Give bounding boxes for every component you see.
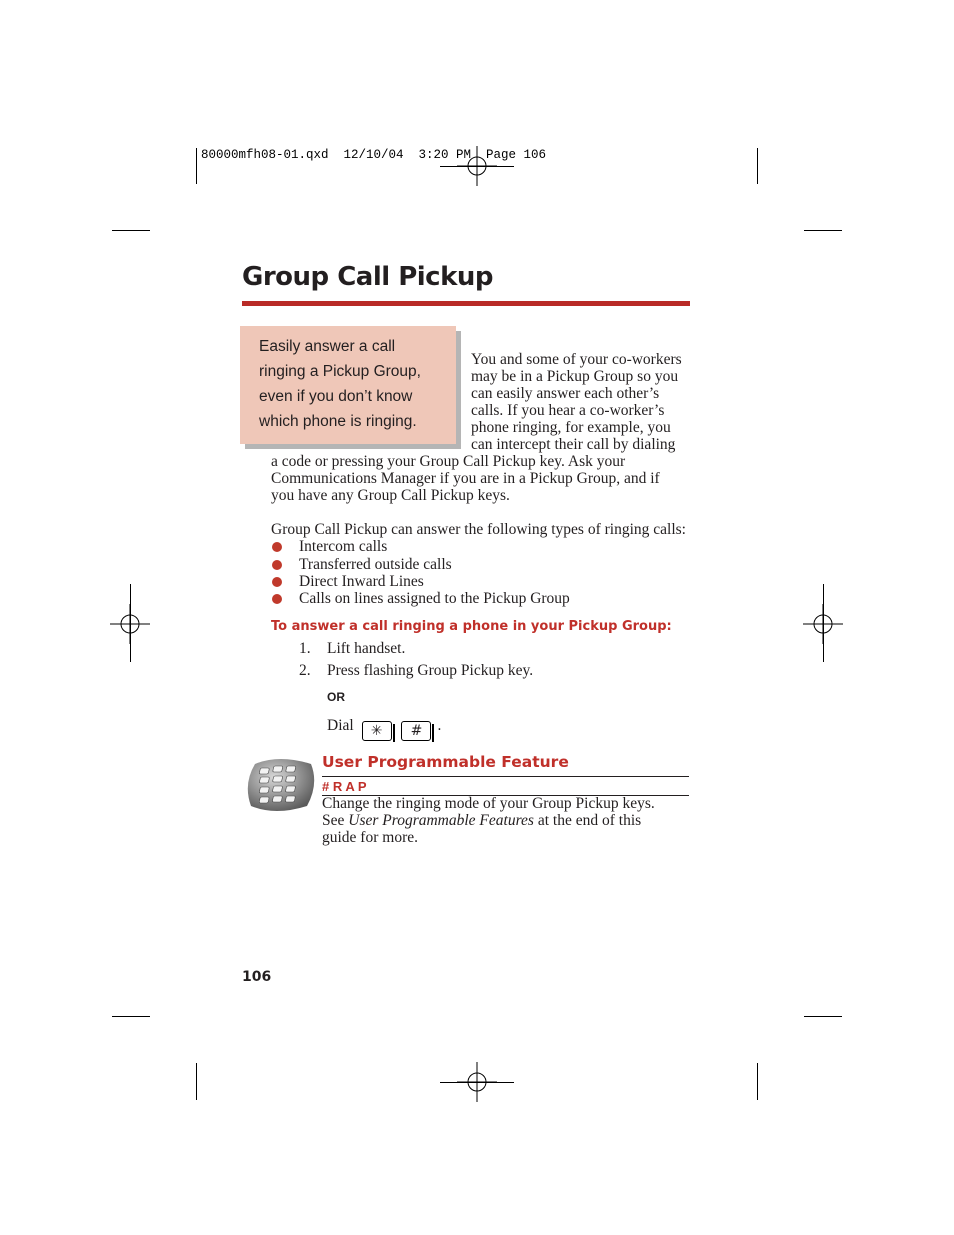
title-rule (242, 301, 690, 306)
step-text: Press flashing Group Pickup key. (327, 662, 534, 679)
dial-instruction (327, 717, 441, 741)
callout-line: Easily answer a call (259, 338, 396, 355)
upf-desc-line: guide for more. (322, 829, 418, 846)
upf-desc-italic: User Programmable Features (348, 812, 534, 829)
upf-heading: User Programmable Feature (322, 753, 569, 771)
bullet-dot (272, 577, 282, 587)
callout-line: which phone is ringing. (259, 413, 417, 430)
intro-line: a code or pressing your Group Call Pickup key. Ask your (271, 453, 626, 470)
bullet-dot (272, 594, 282, 604)
crop-mark (757, 148, 758, 184)
bullet-dot (272, 560, 282, 570)
dial-end: . (437, 717, 442, 734)
keypad-icon (245, 756, 317, 814)
upf-rule-top (322, 776, 689, 777)
bullet-item: Intercom calls (299, 538, 388, 555)
bullet-item: Direct Inward Lines (299, 573, 424, 590)
procedure-heading: To answer a call ringing a phone in your Pickup Group: (271, 619, 672, 634)
intro-line: calls. If you hear a co-worker’s (471, 402, 665, 419)
crop-mark (823, 584, 824, 662)
intro-line: can intercept their call by dialing (471, 436, 676, 453)
intro-line: can easily answer each other’s (471, 385, 660, 402)
callout-line: even if you don’t know (259, 388, 413, 405)
intro-line: phone ringing, for example, you (471, 419, 671, 436)
crop-mark (757, 1063, 758, 1100)
crop-mark (112, 230, 150, 231)
upf-code: # R A P (322, 779, 367, 794)
intro-line: may be in a Pickup Group so you (471, 368, 679, 385)
types-intro: Group Call Pickup can answer the following types of ringing calls: (271, 521, 686, 538)
intro-paragraph-wide (271, 453, 660, 504)
step-number: 1. (299, 640, 311, 657)
star-key-icon: ✳ (362, 721, 392, 741)
intro-line: you have any Group Call Pickup keys. (271, 487, 510, 504)
dial-label: Dial (327, 717, 354, 734)
step-text: Lift handset. (327, 640, 406, 657)
upf-desc-see: See (322, 812, 349, 829)
intro-line: Communications Manager if you are in a Pickup Group, and if (271, 470, 660, 487)
upf-desc-rest: at the end of this (533, 812, 642, 829)
crop-mark (440, 1082, 514, 1083)
hash-key-icon: # (401, 721, 431, 741)
upf-desc-line: Change the ringing mode of your Group Pickup keys. (322, 795, 655, 812)
bullet-item: Transferred outside calls (299, 556, 452, 573)
crop-mark (196, 148, 197, 184)
callout-box (240, 326, 456, 444)
or-label: OR (327, 690, 345, 704)
crop-mark (196, 1063, 197, 1100)
crop-mark (804, 1016, 842, 1017)
intro-paragraph-narrow (471, 351, 682, 453)
upf-desc-line (322, 812, 655, 829)
slug-rule (440, 166, 514, 167)
bullet-item: Calls on lines assigned to the Pickup Group (299, 590, 570, 607)
bullet-dot (272, 542, 282, 552)
page-title: Group Call Pickup (242, 262, 493, 292)
crop-mark (112, 1016, 150, 1017)
callout-line: ringing a Pickup Group, (259, 363, 421, 380)
intro-line: You and some of your co-workers (471, 351, 682, 368)
page-number: 106 (242, 969, 272, 985)
crop-mark (130, 584, 131, 662)
upf-description (322, 795, 655, 846)
print-slug: 80000mfh08-01.qxd 12/10/04 3:20 PM Page 106 (201, 148, 547, 162)
crop-mark (804, 230, 842, 231)
step-number: 2. (299, 662, 311, 679)
